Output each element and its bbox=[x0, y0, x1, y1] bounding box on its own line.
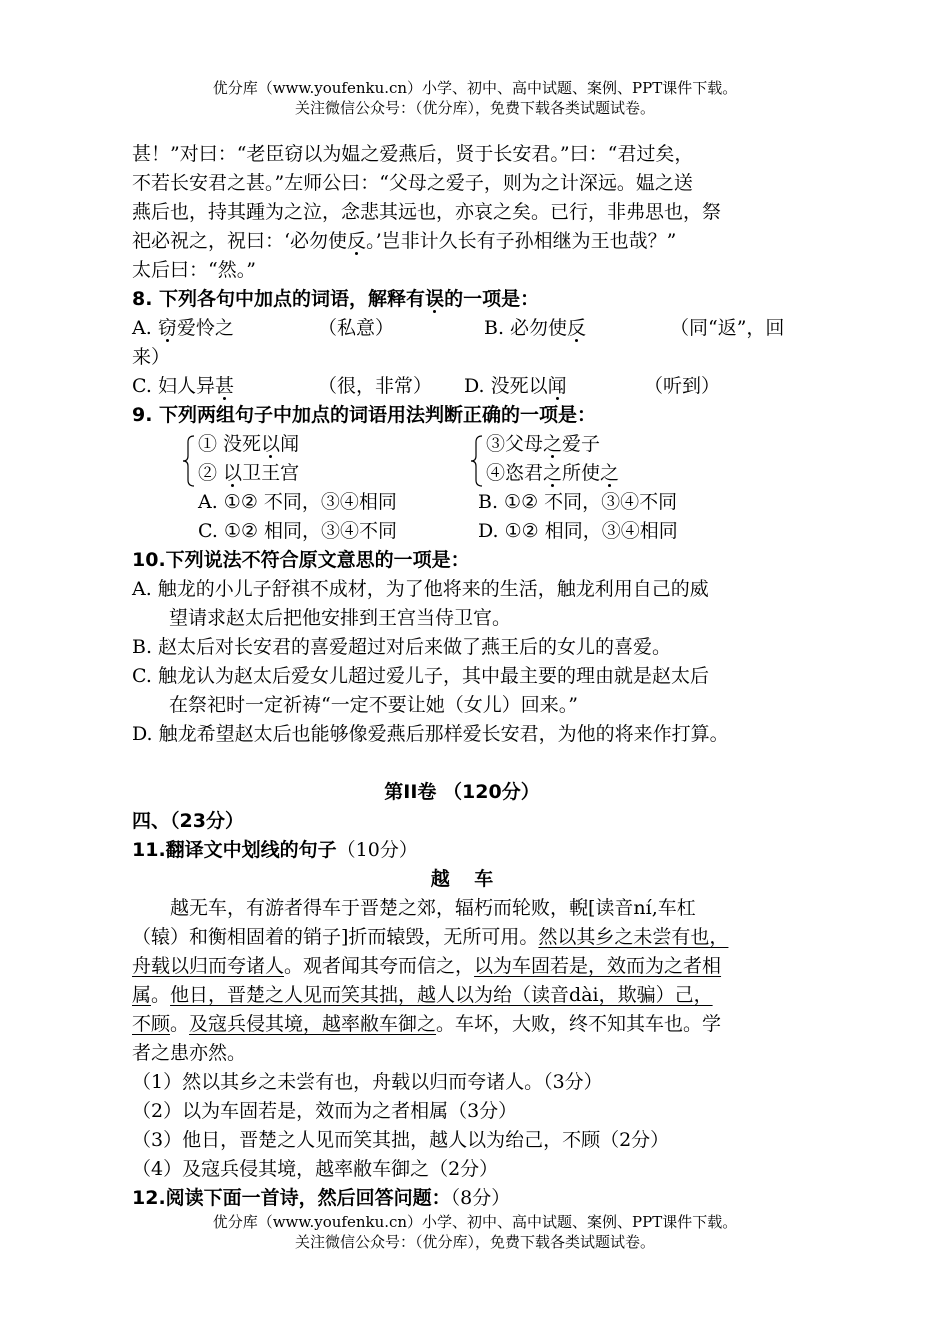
header-line-1: 优分库（www.youfenku.cn）小学、初中、高中试题、案例、PPT课件下载。 bbox=[212, 79, 738, 97]
footer-line-2: 关注微信公众号：（优分库），免费下载各类试题试卷。 bbox=[294, 1233, 655, 1251]
underlined-sentence: 不顾 bbox=[132, 1013, 171, 1035]
brace-right bbox=[468, 430, 486, 480]
option-d: D. 触龙希望赵太后也能够像爱燕后那样爱长安君，为他的将来作打算。 bbox=[132, 723, 729, 745]
passage-line: 舟载以归而夸诸人。观者闻其夸而信之，以为车固若是，效而为之者相 bbox=[132, 955, 722, 977]
sentence-1: ① 没死以闻 bbox=[198, 433, 300, 455]
sentence-group-1 bbox=[198, 430, 468, 488]
passage-line: （辕）和衡相固着的销子]折而辕毁，无所可用。然以其乡之未尝有也， bbox=[132, 926, 729, 948]
option-a: A. 触龙的小儿子舒祺不成材，为了他将来的生活，触龙利用自己的威 bbox=[132, 578, 709, 600]
question-9-options-ab bbox=[132, 488, 832, 517]
option-b: B. ①② 不同，③④不同 bbox=[478, 491, 678, 513]
underlined-sentence: 以为车固若是，效而为之者相 bbox=[474, 955, 722, 977]
question-9-options-cd bbox=[132, 517, 832, 546]
translation-item-1: （1）然以其乡之未尝有也，舟载以归而夸诸人。（3分） bbox=[132, 1071, 603, 1093]
option-a: A. ①② 不同，③④相同 bbox=[198, 491, 397, 513]
underlined-sentence: 然以其乡之未尝有也， bbox=[538, 926, 729, 948]
passage-line: 属。他日，晋楚之人见而笑其拙，越人以为绐（读音dài，欺骗）己， bbox=[132, 984, 713, 1006]
option-d-note: （听到） bbox=[644, 375, 721, 397]
sentence-3: ③父母之爱子 bbox=[486, 433, 601, 455]
part-2-title: 第II卷 （120分） bbox=[384, 781, 540, 803]
passage-text: 。’岂非计久长有子孙相继为王也哉？” bbox=[366, 230, 677, 252]
passage-line: 不顾。及寇兵侵其境，越率敝车御之。车坏，大败，终不知其车也。学 bbox=[132, 1013, 722, 1035]
option-c: C. ①② 相同，③④不同 bbox=[198, 520, 398, 542]
passage-line: 越无车，有游者得车于晋楚之郊，辐朽而轮败，輗[读音ní,车杠 bbox=[170, 897, 696, 919]
option-b-note: （同“返”，回 bbox=[670, 317, 785, 339]
option-c: C. 妇人异甚 bbox=[132, 375, 234, 397]
passage-line: 太后曰：“然。” bbox=[132, 259, 256, 281]
page-header bbox=[0, 78, 950, 118]
header-line-2: 关注微信公众号：（优分库），免费下载各类试题试卷。 bbox=[294, 99, 655, 117]
question-8-options-cd bbox=[132, 372, 832, 401]
passage-line bbox=[132, 227, 832, 256]
sentence-2: ② 以卫王宫 bbox=[198, 462, 300, 484]
option-a: A. 窃爱怜之 bbox=[132, 317, 234, 339]
option-d: D. 没死以闻 bbox=[464, 375, 567, 397]
passage-line: 不若长安君之甚。”左师公曰：“父母之爱子，则为之计深远。媪之送 bbox=[132, 172, 693, 194]
translation-item-2: （2）以为车固若是，效而为之者相属（3分） bbox=[132, 1100, 518, 1122]
page-footer bbox=[0, 1212, 950, 1252]
option-c-cont: 在祭祀时一定祈祷“一定不要让她（女儿）回来。” bbox=[169, 694, 578, 716]
section-4-title: 四、（23分） bbox=[132, 810, 244, 832]
question-9-sentences bbox=[132, 430, 832, 488]
translation-item-4: （4）及寇兵侵其境，越率敝车御之（2分） bbox=[132, 1158, 499, 1180]
passage-title: 越 车 bbox=[430, 868, 494, 890]
footer-line-1: 优分库（www.youfenku.cn）小学、初中、高中试题、案例、PPT课件下载。 bbox=[212, 1213, 738, 1231]
underlined-sentence: 他日，晋楚之人见而笑其拙，越人以为绐（读音dài，欺骗）己， bbox=[170, 984, 713, 1006]
option-b: B. 赵太后对长安君的喜爱超过对后来做了燕王后的女儿的喜爱。 bbox=[132, 636, 672, 658]
option-c-note: （很，非常） bbox=[318, 375, 433, 397]
underlined-sentence: 及寇兵侵其境，越率敝车御之 bbox=[189, 1013, 437, 1035]
question-12-stem: 12.阅读下面一首诗，然后回答问题：（8分） bbox=[132, 1187, 511, 1209]
exam-content bbox=[132, 140, 832, 1213]
option-a-cont: 望请求赵太后把他安排到王宫当侍卫官。 bbox=[169, 607, 512, 629]
question-11-stem: 11.翻译文中划线的句子（10分） bbox=[132, 839, 418, 861]
underlined-sentence: 属 bbox=[132, 984, 152, 1006]
question-8-options-ab bbox=[132, 314, 832, 343]
underlined-sentence: 舟载以归而夸诸人 bbox=[132, 955, 285, 977]
passage-text: 祀必祝之，祝曰：‘必勿使 bbox=[132, 230, 348, 252]
question-8-stem: 8. 下列各句中加点的词语，解释有误的一项是： bbox=[132, 288, 540, 310]
option-b-note-cont: 来） bbox=[132, 346, 171, 368]
dotted-word: 反 bbox=[347, 230, 367, 252]
question-10-stem: 10.下列说法不符合原文意思的一项是： bbox=[132, 549, 470, 571]
sentence-4: ④恣君之所使之 bbox=[486, 462, 620, 484]
passage-line: 燕后也，持其踵为之泣，念悲其远也，亦哀之矣。已行，非弗思也，祭 bbox=[132, 201, 722, 223]
passage-line: 者之患亦然。 bbox=[132, 1042, 247, 1064]
option-a-note: （私意） bbox=[318, 317, 395, 339]
option-b: B. 必勿使反 bbox=[484, 317, 587, 339]
sentence-group-2 bbox=[486, 430, 619, 488]
translation-item-3: （3）他日，晋楚之人见而笑其拙，越人以为绐己，不顾（2分） bbox=[132, 1129, 670, 1151]
option-c: C. 触龙认为赵太后爱女儿超过爱儿子，其中最主要的理由就是赵太后 bbox=[132, 665, 709, 687]
option-d: D. ①② 相同，③④相同 bbox=[478, 520, 678, 542]
question-9-stem: 9. 下列两组句子中加点的词语用法判断正确的一项是： bbox=[132, 404, 597, 426]
brace-left bbox=[180, 430, 198, 480]
passage-line: 甚！”对曰：“老臣窃以为媪之爱燕后，贤于长安君。”曰：“君过矣， bbox=[132, 143, 694, 165]
